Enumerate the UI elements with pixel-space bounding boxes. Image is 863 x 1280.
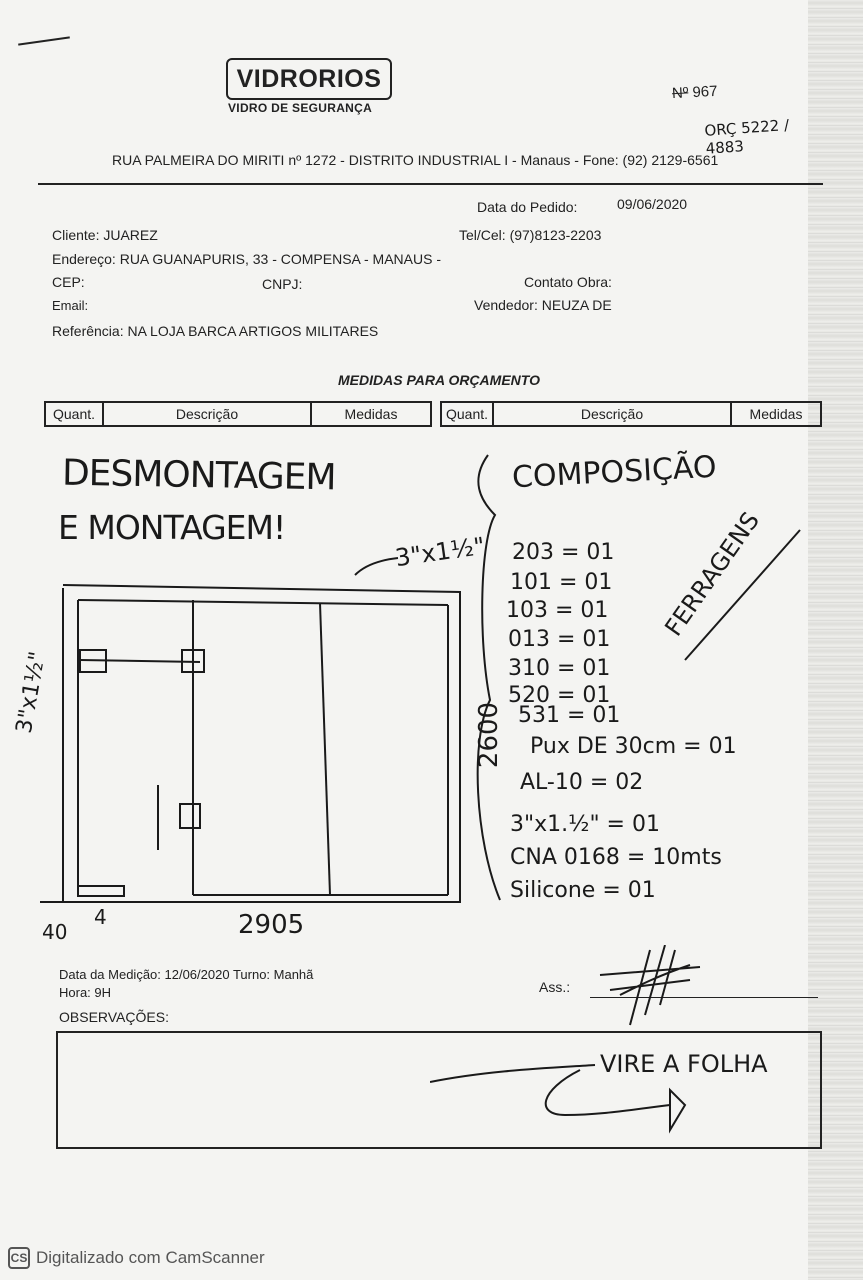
turn-page-arrow — [430, 1060, 710, 1140]
composition-item: 203 = 01 — [512, 540, 615, 565]
composition-item: 013 = 01 — [508, 627, 611, 652]
col-medidas: Medidas — [749, 406, 803, 422]
side-profile-label: 3"x1½" — [11, 649, 51, 736]
observations-label: OBSERVAÇÕES: — [59, 1009, 169, 1025]
signature-label: Ass.: — [539, 979, 571, 995]
contact-field: Contato Obra: — [524, 274, 612, 290]
col-descricao: Descrição — [494, 403, 732, 425]
measurement-date: Data da Medição: 12/06/2020 Turno: Manhã — [59, 967, 314, 982]
top-profile-label: 3"x1½" — [393, 531, 487, 573]
composition-item: Silicone = 01 — [510, 878, 656, 903]
table-header-left — [44, 401, 432, 427]
phone-field: Tel/Cel: (97)8123-2203 — [459, 227, 602, 243]
camscanner-icon: CS — [8, 1247, 30, 1269]
col-descricao: Descrição — [104, 403, 312, 425]
order-number-value: 967 — [692, 82, 718, 102]
width-dimension: 2905 — [238, 910, 305, 940]
dim-40: 40 — [42, 920, 68, 944]
address-field: Endereço: RUA GUANAPURIS, 33 - COMPENSA - MANAUS - — [52, 251, 441, 267]
composition-brace — [478, 455, 500, 900]
signature-scribble — [590, 945, 710, 1035]
turn-page-note: VIRE A FOLHA — [600, 1050, 768, 1078]
handwritten-title-2: E MONTAGEM! — [58, 508, 286, 547]
order-number-label: Nº — [671, 84, 689, 103]
col-quant: Quant. — [46, 403, 104, 425]
section-title: MEDIDAS PARA ORÇAMENTO — [338, 372, 540, 388]
floor-guide — [78, 886, 124, 896]
composition-item: AL-10 = 02 — [520, 770, 644, 795]
email-field: Email: — [52, 298, 89, 313]
handwritten-title-1: DESMONTAGEM — [61, 452, 336, 499]
composition-item: 531 = 01 — [518, 703, 621, 728]
composition-item: Pux DE 30cm = 01 — [530, 734, 737, 759]
cep-field: CEP: — [52, 274, 85, 290]
lock-detail — [180, 804, 200, 828]
frame-outer — [63, 585, 460, 902]
corner-pen-mark — [18, 36, 70, 45]
header-divider — [38, 183, 823, 185]
client-field: Cliente: JUAREZ — [52, 227, 158, 243]
panel-divider-2 — [320, 603, 330, 895]
composition-title: COMPOSIÇÃO — [511, 449, 718, 496]
cnpj-field: CNPJ: — [262, 276, 303, 292]
col-medidas: Medidas — [344, 406, 398, 422]
order-date-value: 09/06/2020 — [617, 196, 688, 212]
col-quant: Quant. — [442, 403, 494, 425]
composition-item: 520 = 01 — [508, 683, 611, 708]
watermark-text: Digitalizado com CamScanner — [36, 1248, 265, 1267]
orc-note: ORÇ 5222 / 4883 — [703, 115, 790, 158]
profile-arrow — [355, 558, 398, 575]
logo-subtitle: VIDRO DE SEGURANÇA — [228, 101, 373, 115]
order-number — [672, 83, 718, 102]
seller-field: Vendedor: NEUZA DE — [474, 297, 612, 313]
reference-field: Referência: NA LOJA BARCA ARTIGOS MILITARES — [52, 323, 379, 339]
dim-4: 4 — [94, 905, 107, 929]
composition-item: CNA 0168 = 10mts — [510, 845, 722, 870]
composition-item: 3"x1.½" = 01 — [510, 812, 660, 837]
table-header-right — [440, 401, 822, 427]
order-date-label: Data do Pedido: — [477, 199, 578, 215]
company-address: RUA PALMEIRA DO MIRITI nº 1272 - DISTRITO INDUSTRIAL I - Manaus - Fone: (92) 2129-6561 — [112, 152, 719, 168]
company-logo: VIDRORIOS — [226, 58, 392, 100]
height-dimension: 2600 — [474, 701, 505, 769]
scanner-watermark — [8, 1247, 265, 1269]
frame-top-inner — [78, 600, 448, 605]
composition-item: 101 = 01 — [510, 570, 613, 595]
ferragens-label: FERRAGENS — [659, 506, 765, 642]
composition-item: 103 = 01 — [506, 598, 609, 623]
composition-item: 310 = 01 — [508, 656, 611, 681]
measurement-time: Hora: 9H — [59, 985, 112, 1000]
